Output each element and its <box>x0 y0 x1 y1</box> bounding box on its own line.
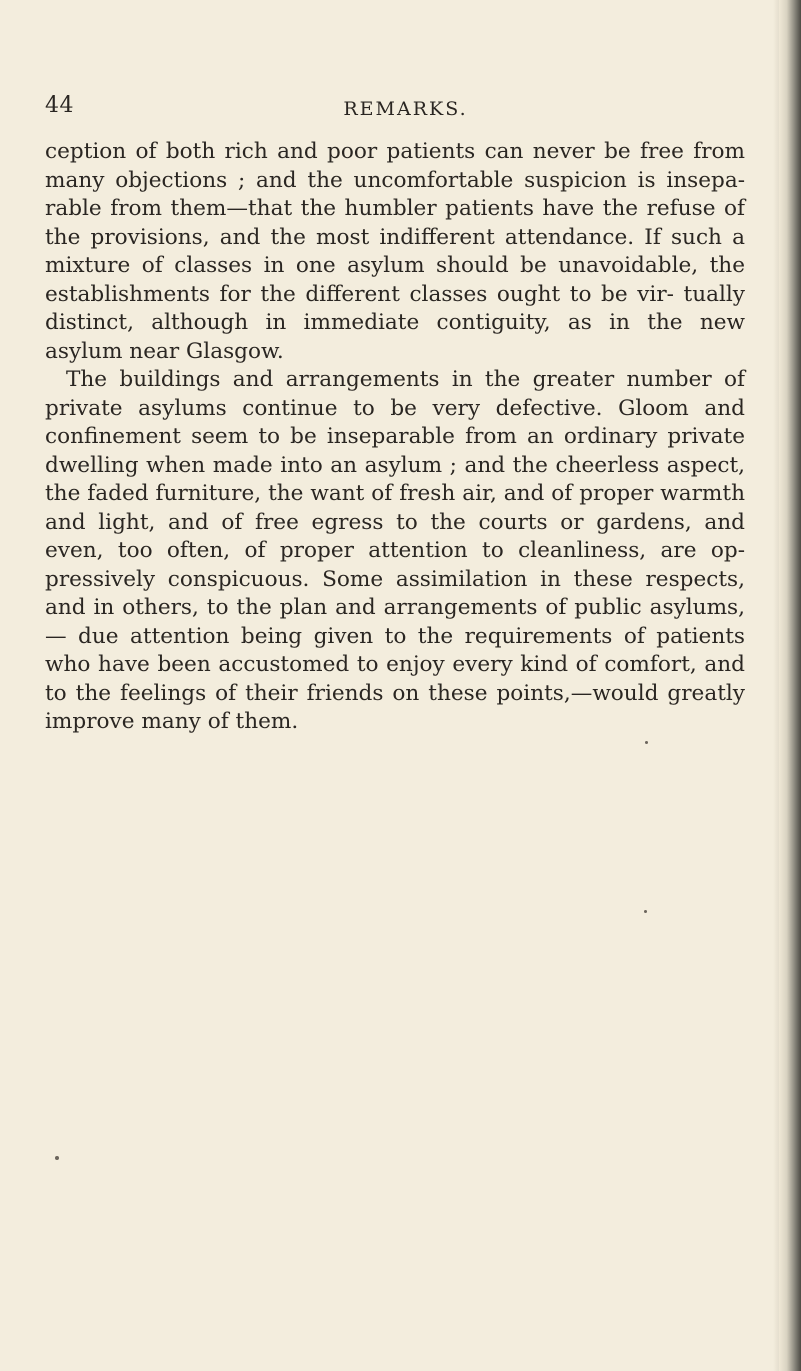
paper-speck <box>644 910 647 913</box>
paper-speck <box>645 741 648 744</box>
body-text <box>45 138 745 737</box>
page-number: 44 <box>45 93 74 118</box>
paragraph-continuation: ception of both rich and poor patients can never be free from many objections ; and the uncomfortable suspicion is insepa- rable from them—that the humbler patients have the refuse of the provisions, and the most indifferent attendance. If such a mixture of classes in one asylum should be unavoidable, the establishments for the different classes ought to be vir- tually distinct, although in immediate contiguity, as in the new asylum near Glasgow. <box>45 139 745 364</box>
page-edge <box>779 0 801 1371</box>
paragraph-private-asylums: The buildings and arrangements in the greater number of private asylums continue to be very defective. Gloom and confinement seem to be inseparable from an ordinary private dwelling when made into an asylum ; and the cheerless aspect, the faded furniture, the want of fresh air, and of proper warmth and light, and of free egress to the courts or gardens, and even, too often, of proper attention to cleanliness, are op- pressively conspicuous. Some assimilation in these respects, and in others, to the plan and arrangements of public asylums,— due attention being given to the requirements of patients who have been accustomed to enjoy every kind of comfort, and to the feelings of their friends on these points,—would greatly improve many of them. <box>45 367 745 734</box>
paper-speck <box>55 1156 59 1160</box>
running-head: REMARKS. <box>343 98 468 120</box>
